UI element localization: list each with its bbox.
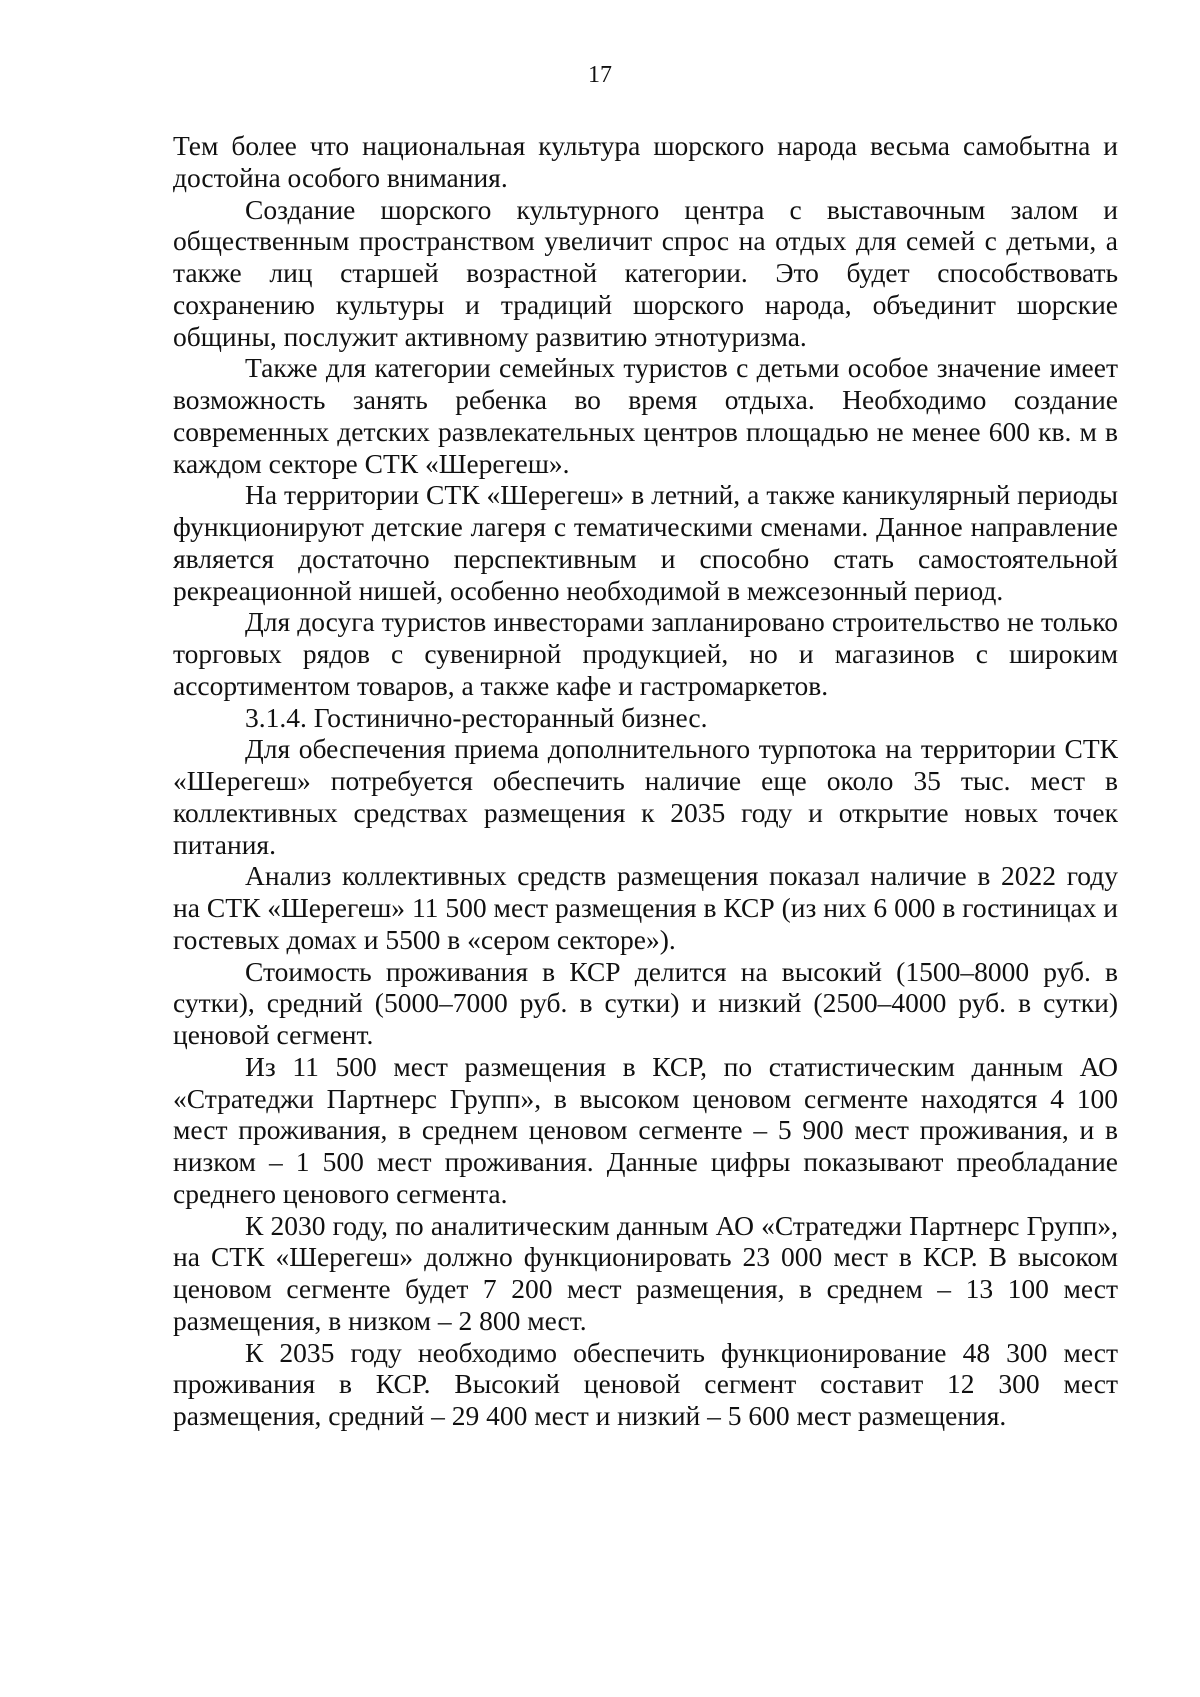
paragraph: К 2030 году, по аналитическим данным АО «Стратеджи Партнерс Групп», на СТК «Шерегеш» должно функционировать 23 000 мест в КСР. В высоком ценовом сегменте будет 7 200 мест размещения, в среднем – 13 100 мест размещения, в низком – 2 800 мест. <box>173 1209 1118 1336</box>
paragraph: Также для категории семейных туристов с детьми особое значение имеет возможность занять ребенка во время отдыха. Необходимо создание современных детских развлекательных центров площадью не менее 600 кв. м в каждом секторе СТК «Шерегеш». <box>173 352 1118 479</box>
paragraph: Стоимость проживания в КСР делится на высокий (1500–8000 руб. в сутки), средний (5000–7000 руб. в сутки) и низкий (2500–4000 руб. в сутки) ценовой сегмент. <box>173 955 1118 1050</box>
section-heading: 3.1.4. Гостинично-ресторанный бизнес. <box>245 701 708 733</box>
paragraph: Создание шорского культурного центра с выставочным залом и общественным пространством увеличит спрос на отдых для семей с детьми, а также лиц старшей возрастной категории. Это будет способствовать сохранению культуры и традиций шорского народа, объединит шорские общины, послужит активному развитию этнотуризма. <box>173 193 1118 352</box>
paragraph: Анализ коллективных средств размещения показал наличие в 2022 году на СТК «Шерегеш» 11 500 мест размещения в КСР (из них 6 000 в гостиницах и гостевых домах и 5500 в «сером секторе»). <box>173 860 1118 955</box>
document-body <box>173 130 1118 1432</box>
paragraph: К 2035 году необходимо обеспечить функционирование 48 300 мест проживания в КСР. Высокий ценовой сегмент составит 12 300 мест размещения, средний – 29 400 мест и низкий – 5 600 мест размещения. <box>173 1336 1118 1431</box>
page-number: 17 <box>588 62 612 88</box>
paragraph: Тем более что национальная культура шорского народа весьма самобытна и достойна особого внимания. <box>173 130 1118 193</box>
paragraph: Для досуга туристов инвесторами запланировано строительство не только торговых рядов с сувенирной продукцией, но и магазинов с широким ассортиментом товаров, а также кафе и гастромаркетов. <box>173 606 1118 701</box>
paragraph: На территории СТК «Шерегеш» в летний, а также каникулярный периоды функционируют детские лагеря с тематическими сменами. Данное направление является достаточно перспективным и способно стать самостоятельной рекреационной нишей, особенно необходимой в межсезонный период. <box>173 479 1118 606</box>
paragraph: Из 11 500 мест размещения в КСР, по статистическим данным АО «Стратеджи Партнерс Групп», в высоком ценовом сегменте находятся 4 100 мест проживания, в среднем ценовом сегменте – 5 900 мест проживания, и в низком – 1 500 мест проживания. Данные цифры показывают преобладание среднего ценового сегмента. <box>173 1050 1118 1209</box>
paragraph: Для обеспечения приема дополнительного турпотока на территории СТК «Шерегеш» потребуется обеспечить наличие еще около 35 тыс. мест в коллективных средствах размещения к 2035 году и открытие новых точек питания. <box>173 733 1118 860</box>
